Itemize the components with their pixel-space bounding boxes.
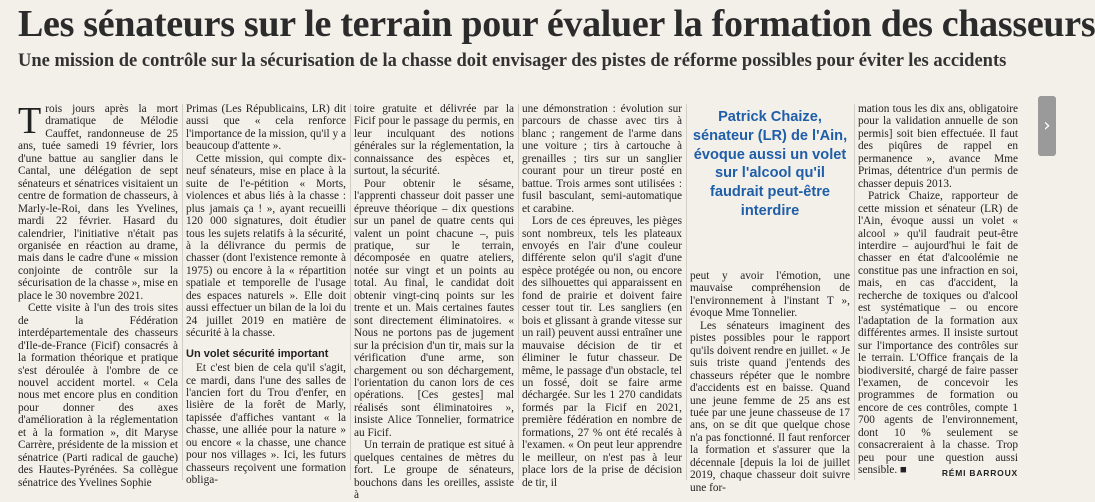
pull-quote: Patrick Chaize, sénateur (LR) de l'Ain, évoque aussi un volet sur l'alcool qu'il faudrait peut-être interdire bbox=[692, 109, 848, 219]
column-divider bbox=[686, 104, 687, 480]
paragraph: Patrick Chaize, rapporteur de cette mission et sénateur (LR) de l'Ain, évoque aussi un volet « alcool » qu'il faudrait peut-être interdire – aujourd'hui le fait de chasser en état d'alcoolémie ne constitue pas une infraction en soi, mais, en cas d'accident, la recherche de toxiques ou d'alcool est systématique – ou encore l'adaptation de la formation aux différentes armes. Il insiste surtout sur l'importance des contrôles sur le terrain. L'Office français de la biodiversité, chargé de faire passer l'examen, de concevoir les programmes de formation ou encore de ces contrôles, compte 1 700 agents de l'environnement, dont 10 % seulement se consacreraient à la chasse. Trop peu pour une question aussi sensible. ■ bbox=[858, 190, 1018, 477]
column-2 bbox=[186, 103, 346, 487]
headline: Les sénateurs sur le terrain pour évaluer la formation des chasseurs bbox=[18, 3, 1095, 45]
column-3 bbox=[354, 103, 514, 502]
column-divider bbox=[518, 104, 519, 480]
paragraph: Cette visite à l'un des trois sites de la Fédération interdépartementale des chasseurs d'Ile-de-France (Ficif) consacrés à la formation théorique et pratique s'est déroulée à l'ombre de ce nouvel accident mortel. « Cela nous met encore plus en condition pour donner des axes d'amélioration à la réglementation et à la formation », dit Maryse Carrère, présidente de la mission et sénatrice (Parti radical de gauche) des Hautes-Pyrénées. Sa collègue sénatrice des Yvelines Sophie bbox=[18, 302, 178, 489]
paragraph: Cette mission, qui compte dix-neuf sénateurs, mise en place à la suite de l'e-pétition « Morts, violences et abus liés à la chasse : plus jamais ça ! », ayant recueilli 120 000 signatures, doit étudier tous les sujets relatifs à la sécurité, à la délivrance du permis de chasser (dont l'existence remonte à 1975) ou encore à la « répartition spatiale et temporelle de l'usage des espaces naturels ». Elle doit aussi effectuer un bilan de la loi du 24 juillet 2019 en matière de sécurité à la chasse. bbox=[186, 152, 346, 340]
column-4 bbox=[522, 103, 682, 489]
subheadline: Une mission de contrôle sur la sécurisation de la chasse doit envisager des pistes de réforme possibles pour éviter les accidents bbox=[18, 51, 1007, 71]
column-5 bbox=[690, 270, 850, 494]
paragraph: Lors de ces épreuves, les pièges sont nombreux, tels les plateaux envoyés en l'air d'une couleur différente selon qu'il s'agit d'une espèce protégée ou non, ou encore des silhouettes qui apparaissent en fond de prairie et doivent faire cesser tout tir. Les sangliers (en bois et glissant à grande vitesse sur un rail) peuvent aussi entraîner une mauvaise décision de tir et éliminer le futur chasseur. De même, le passage d'un obstacle, tel un fossé, doit se faire arme déchargée. Sur les 1 270 candidats formés par la Ficif en 2021, première fédération en nombre de formations, 27 % ont été recalés à l'examen. « On peut leur apprendre le meilleur, on n'est pas à leur place lors de la prise de décision de tir, il bbox=[522, 215, 682, 489]
lead-paragraph: Trois jours après la mort dramatique de Mélodie Cauffet, randonneuse de 25 ans, tuée samedi 19 février, lors d'une battue au sanglier dans le Cantal, une délégation de sept sénateurs et sénatrices visitaient un centre de formation de chasseurs, à Marly-le-Roi, dans les Yvelines, mardi 22 février. Hasard du calendrier, l'initiative n'était pas organisée en réaction au drame, mais dans le cadre d'une « mission conjointe de contrôle sur la sécurisation de la chasse », mise en place le 30 novembre 2021. bbox=[18, 100, 178, 302]
paragraph: Et c'est bien de cela qu'il s'agit, ce mardi, dans l'une des salles de l'ancien fort du Trou d'enfer, en lisière de la forêt de Marly, tapissée d'affiches vantant « la chasse, une alliée pour la nature » ou encore « la chasse, une chance pour nos villages ». Ici, les futurs chasseurs reçoivent une formation obliga- bbox=[186, 362, 346, 487]
column-divider bbox=[350, 104, 351, 480]
author-signature: RÉMI BARROUX bbox=[941, 468, 1018, 478]
paragraph: mation tous les dix ans, obligatoire pour la validation annuelle de son permis] soit bien effectuée. Il faut des piqûres de rappel en permanence », avance Mme Primas, détentrice d'un permis de chasser depuis 2013. bbox=[858, 103, 1018, 190]
next-page-arrow-icon[interactable]: › bbox=[1038, 96, 1056, 156]
paragraph: une démonstration : évolution sur parcours de chasse avec tirs à blanc ; rangement de l'arme dans une voiture ; tirs à cartouche à grenailles ; tirs sur un sanglier courant pour un tireur posté en battue. Trois armes sont utilisées : fusil basculant, semi-automatique et carabine. bbox=[522, 103, 682, 215]
section-heading: Un volet sécurité important bbox=[186, 347, 329, 360]
paragraph: peut y avoir l'émotion, une mauvaise compréhension de l'environnement à l'instant T », évoque Mme Tonnelier. bbox=[690, 270, 850, 320]
paragraph: Pour obtenir le sésame, l'apprenti chasseur doit passer une épreuve théorique – dix questions sur un panel de quatre cents qui valent un point chacune –, puis pratique, sur le terrain, décomposée en quatre ateliers, notée sur vingt et un points au total. Au final, le candidat doit obtenir vingt-cinq points sur les trente et un. Mais certaines fautes sont directement éliminatoires. « Nous ne portons pas de jugement sur la précision d'un tir, mais sur la vérification d'une arme, son chargement ou son déchargement, l'orientation du canon lors de ces opérations. [Ces gestes] mal réalisés sont éliminatoires », insiste Alice Tonnelier, formatrice au Ficif. bbox=[354, 177, 514, 439]
paragraph: toire gratuite et délivrée par la Ficif pour le passage du permis, en leur inculquant des notions générales sur la réglementation, la connaissance des espèces et, surtout, la sécurité. bbox=[354, 103, 514, 178]
paragraph: Primas (Les Républicains, LR) dit aussi que « cela renforce l'importance de la mission, qu'il y a beaucoup d'attente ». bbox=[186, 103, 346, 153]
column-divider bbox=[854, 104, 855, 480]
column-divider bbox=[182, 104, 183, 480]
paragraph: Les sénateurs imaginent des pistes possibles pour le rapport qu'ils doivent rendre en juillet. « Je suis triste quand j'entends des chasseurs répéter que le nombre d'accidents est en baisse. Quand une jeune femme de 25 ans est tuée par une jeune chasseuse de 17 ans, on se dit que quelque chose n'a pas fonctionné. Il faut renforcer la formation et s'assurer que la décennale [depuis la loi de juillet 2019, chaque chasseur doit suivre une for- bbox=[690, 319, 850, 494]
column-6 bbox=[858, 103, 1018, 480]
paragraph: Un terrain de pratique est situé à quelques centaines de mètres du fort. Le groupe de sénateurs, bouchons dans les oreilles, assiste à bbox=[354, 439, 514, 502]
column-1 bbox=[18, 100, 178, 489]
